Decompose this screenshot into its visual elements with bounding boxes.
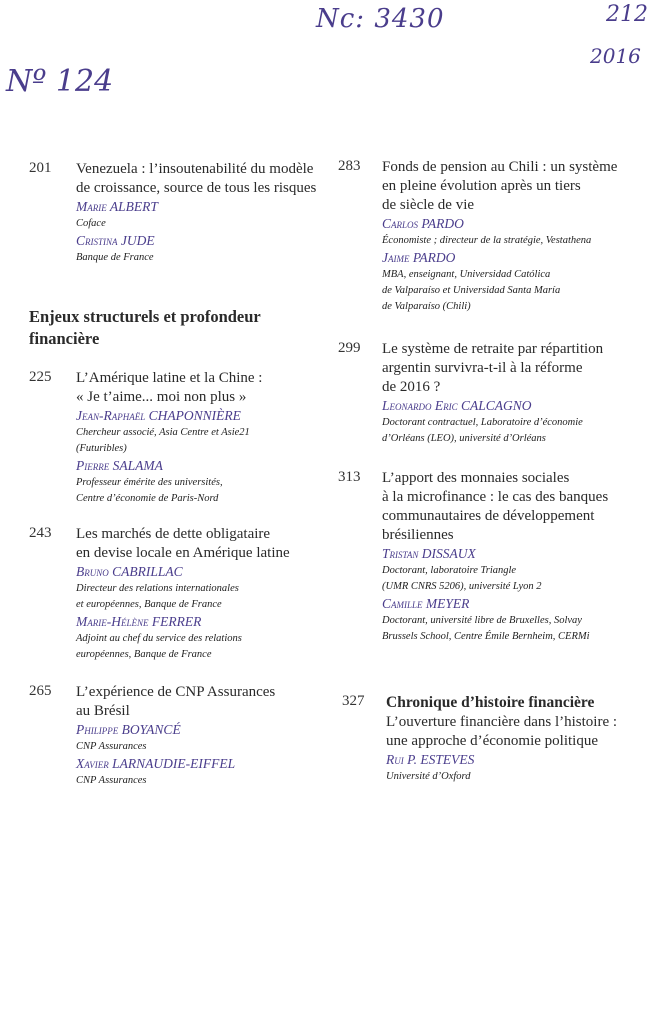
chronicle-heading: Chronique d’histoire financière	[386, 694, 595, 711]
author-affiliation: Économiste ; directeur de la stratégie, Vestathena	[382, 235, 592, 246]
author-name: Philippe BOYANCÉ	[76, 722, 181, 737]
entry-title-line: en devise locale en Amérique latine	[76, 545, 290, 561]
author-affiliation: de Valparaíso et Universidad Santa María	[382, 285, 561, 296]
author-affiliation: et européennes, Banque de France	[76, 599, 222, 610]
author-affiliation: d’Orléans (LEO), université d’Orléans	[382, 433, 546, 444]
entry-title-line: de 2016 ?	[382, 379, 441, 395]
author-name: Jean-Raphaël CHAPONNIÈRE	[76, 408, 241, 423]
author-affiliation: Doctorant contractuel, Laboratoire d’économie	[382, 417, 583, 428]
author-name: Rui P. ESTEVES	[386, 752, 475, 767]
author-name: Pierre SALAMA	[76, 458, 163, 473]
entry-title-line: de croissance, source de tous les risques	[76, 180, 317, 196]
author-name: Jaime PARDO	[382, 250, 456, 265]
author-name: Marie ALBERT	[76, 199, 158, 214]
author-name: Cristina JUDE	[76, 233, 155, 248]
page-number: 313	[338, 469, 361, 485]
page-number: 243	[29, 525, 52, 541]
author-name: Camille MEYER	[382, 596, 470, 611]
entry-title-line: une approche d’économie politique	[386, 733, 599, 749]
entry-title-line: L’ouverture financière dans l’histoire :	[386, 714, 618, 730]
author-affiliation: de Valparaíso (Chili)	[382, 301, 471, 312]
entry-title-line: argentin survivra-t-il à la réforme	[382, 360, 583, 376]
author-name: Tristan DISSAUX	[382, 546, 476, 561]
entry-title-line: de siècle de vie	[382, 197, 475, 213]
entry-title-line: en pleine évolution après un tiers	[382, 178, 581, 194]
author-affiliation: Chercheur associé, Asia Centre et Asie21	[76, 427, 250, 438]
author-affiliation: Doctorant, laboratoire Triangle	[382, 565, 517, 576]
page-number: 283	[338, 158, 361, 174]
author-affiliation: Adjoint au chef du service des relations	[76, 633, 242, 644]
page-number: 225	[29, 369, 52, 385]
entry-title-line: L’apport des monnaies sociales	[382, 470, 570, 486]
author-affiliation: (Futuribles)	[76, 443, 127, 454]
entry-title-line: Fonds de pension au Chili : un système	[382, 159, 618, 175]
author-affiliation: Doctorant, université libre de Bruxelles, Solvay	[382, 615, 582, 626]
handwritten-ref: 212	[606, 2, 648, 27]
entry-title-line: brésiliennes	[382, 527, 454, 543]
entry-title-line: Les marchés de dette obligataire	[76, 526, 271, 542]
entry-title-line: « Je t’aime... moi non plus »	[76, 389, 247, 405]
author-name: Carlos PARDO	[382, 216, 464, 231]
author-affiliation: CNP Assurances	[76, 775, 147, 786]
entry-title-line: au Brésil	[76, 703, 130, 719]
entry-title-line: L’expérience de CNP Assurances	[76, 684, 276, 700]
author-affiliation: européennes, Banque de France	[76, 649, 212, 660]
author-affiliation: Banque de France	[76, 252, 154, 263]
page-number: 201	[29, 160, 52, 176]
author-affiliation: Professeur émérite des universités,	[76, 477, 223, 488]
page-number: 327	[342, 693, 365, 709]
author-affiliation: MBA, enseignant, Universidad Católica	[382, 269, 551, 280]
author-affiliation: Coface	[76, 218, 106, 229]
author-affiliation: Directeur des relations internationales	[76, 583, 239, 594]
author-name: Marie-Hélène FERRER	[76, 614, 202, 629]
author-name: Bruno CABRILLAC	[76, 564, 183, 579]
author-affiliation: Centre d’économie de Paris-Nord	[76, 493, 219, 504]
handwritten-year: 2016	[590, 44, 641, 68]
entry-title-line: Le système de retraite par répartition	[382, 341, 604, 357]
handwritten-nc-number: Nc: 3430	[316, 4, 445, 34]
author-affiliation: Brussels School, Centre Émile Bernheim, CERMi	[382, 631, 590, 642]
author-affiliation: (UMR CNRS 5206), université Lyon 2	[382, 581, 542, 592]
handwritten-issue-number: Nº 124	[6, 64, 114, 99]
entry-title-line: communautaires de développement	[382, 508, 595, 524]
page-number: 265	[29, 683, 52, 699]
author-affiliation: CNP Assurances	[76, 741, 147, 752]
author-affiliation: Université d’Oxford	[386, 771, 471, 782]
author-name: Xavier LARNAUDIE-EIFFEL	[76, 756, 236, 771]
author-name: Leonardo Eric CALCAGNO	[382, 398, 532, 413]
section-heading: Enjeux structurels et profondeur financière	[29, 307, 261, 348]
page-number: 299	[338, 340, 361, 356]
entry-title-line: à la microfinance : le cas des banques	[382, 489, 609, 505]
entry-title-line: L’Amérique latine et la Chine :	[76, 370, 263, 386]
entry-title-line: Venezuela : l’insoutenabilité du modèle	[76, 161, 314, 177]
